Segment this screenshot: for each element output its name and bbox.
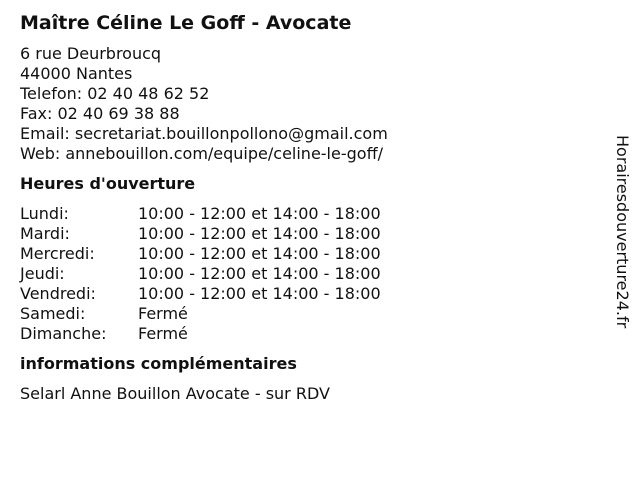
contact-block: [20, 44, 600, 164]
business-card: [20, 10, 600, 404]
hours-time: 10:00 - 12:00 et 14:00 - 18:00: [138, 244, 381, 263]
hours-day: Samedi:: [20, 304, 86, 323]
hours-day: Jeudi:: [20, 264, 65, 283]
hours-row: [20, 284, 600, 304]
hours-day: Vendredi:: [20, 284, 96, 303]
hours-row: [20, 324, 600, 344]
info-text: Selarl Anne Bouillon Avocate - sur RDV: [20, 384, 330, 403]
hours-row: [20, 224, 600, 244]
hours-time: 10:00 - 12:00 et 14:00 - 18:00: [138, 224, 381, 243]
info-heading: informations complémentaires: [20, 354, 297, 373]
hours-day: Mardi:: [20, 224, 70, 243]
hours-time: Fermé: [138, 324, 188, 343]
hours-row: [20, 244, 600, 264]
hours-day: Mercredi:: [20, 244, 95, 263]
fax-number: Fax: 02 40 69 38 88: [20, 104, 180, 123]
hours-time: 10:00 - 12:00 et 14:00 - 18:00: [138, 204, 381, 223]
city-address: 44000 Nantes: [20, 64, 133, 83]
hours-time: 10:00 - 12:00 et 14:00 - 18:00: [138, 264, 381, 283]
street-address: 6 rue Deurbroucq: [20, 44, 162, 63]
page-title: Maître Céline Le Goff - Avocate: [20, 12, 352, 34]
hours-time: 10:00 - 12:00 et 14:00 - 18:00: [138, 284, 381, 303]
hours-table: [20, 204, 600, 344]
watermark: Horairesdouverture24.fr: [613, 135, 632, 329]
email-address: Email: secretariat.bouillonpollono@gmail.com: [20, 124, 388, 143]
hours-row: [20, 264, 600, 284]
hours-day: Lundi:: [20, 204, 69, 223]
hours-time: Fermé: [138, 304, 188, 323]
hours-row: [20, 304, 600, 324]
website-url: Web: annebouillon.com/equipe/celine-le-goff/: [20, 144, 383, 163]
hours-day: Dimanche:: [20, 324, 107, 343]
hours-row: [20, 204, 600, 224]
hours-heading: Heures d'ouverture: [20, 174, 196, 193]
phone-number: Telefon: 02 40 48 62 52: [20, 84, 210, 103]
